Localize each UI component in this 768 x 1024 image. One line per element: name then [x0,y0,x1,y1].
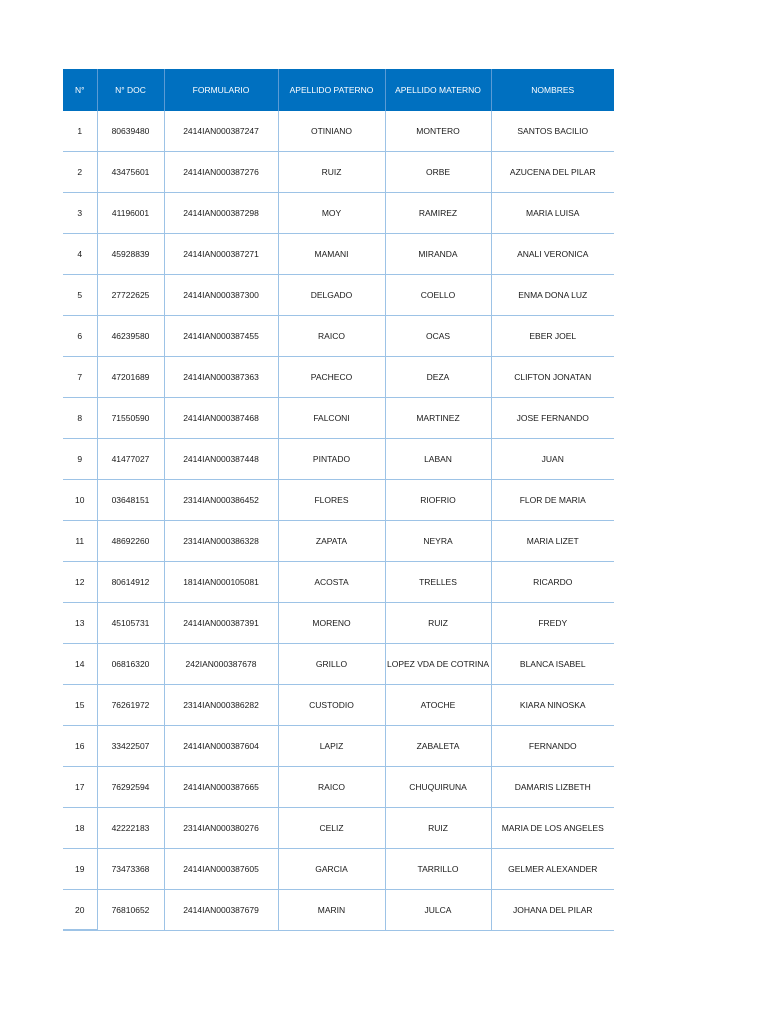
cell-doc-number: 42222183 [97,808,164,849]
table-row [63,808,614,849]
table-row [63,685,614,726]
cell-paternal-surname: CELIZ [278,808,385,849]
cell-form: 2414IAN000387247 [164,111,278,152]
cell-form: 2314IAN000386452 [164,480,278,521]
cell-paternal-surname: ACOSTA [278,562,385,603]
cell-paternal-surname: ZAPATA [278,521,385,562]
cell-number: 3 [63,193,97,234]
cell-number: 10 [63,480,97,521]
cell-form: 2414IAN000387604 [164,726,278,767]
cell-maternal-surname: RUIZ [385,808,491,849]
table-row [63,152,614,193]
cell-form: 2414IAN000387605 [164,849,278,890]
cell-paternal-surname: PACHECO [278,357,385,398]
cell-maternal-surname: MONTERO [385,111,491,152]
cell-paternal-surname: LAPIZ [278,726,385,767]
cell-maternal-surname: RUIZ [385,603,491,644]
table-row [63,193,614,234]
cell-doc-number: 71550590 [97,398,164,439]
table-row [63,890,614,931]
cell-maternal-surname: ATOCHE [385,685,491,726]
cell-number: 4 [63,234,97,275]
table-row [63,275,614,316]
cell-number: 11 [63,521,97,562]
cell-doc-number: 06816320 [97,644,164,685]
header-form: FORMULARIO [164,69,278,111]
cell-maternal-surname: MARTINEZ [385,398,491,439]
cell-doc-number: 43475601 [97,152,164,193]
cell-maternal-surname: DEZA [385,357,491,398]
cell-number: 5 [63,275,97,316]
table-row [63,234,614,275]
table-body [63,111,614,931]
cell-doc-number: 27722625 [97,275,164,316]
cell-names: BLANCA ISABEL [491,644,614,685]
cell-names: JOHANA DEL PILAR [491,890,614,931]
cell-form: 2314IAN000380276 [164,808,278,849]
cell-names: MARIA DE LOS ANGELES [491,808,614,849]
cell-number: 14 [63,644,97,685]
cell-doc-number: 76292594 [97,767,164,808]
table-row [63,644,614,685]
cell-paternal-surname: PINTADO [278,439,385,480]
table-row [63,398,614,439]
cell-doc-number: 33422507 [97,726,164,767]
participants-table [63,69,614,931]
cell-names: FLOR DE MARIA [491,480,614,521]
cell-maternal-surname: LABAN [385,439,491,480]
table-header-row [63,69,614,111]
header-names: NOMBRES [491,69,614,111]
cell-doc-number: 76810652 [97,890,164,931]
cell-paternal-surname: MORENO [278,603,385,644]
cell-maternal-surname: RIOFRIO [385,480,491,521]
table-row [63,316,614,357]
cell-maternal-surname: CHUQUIRUNA [385,767,491,808]
cell-paternal-surname: OTINIANO [278,111,385,152]
cell-paternal-surname: RUIZ [278,152,385,193]
cell-paternal-surname: MARIN [278,890,385,931]
table-row [63,111,614,152]
cell-doc-number: 41196001 [97,193,164,234]
header-paternal-surname: APELLIDO PATERNO [278,69,385,111]
cell-number: 8 [63,398,97,439]
cell-number: 2 [63,152,97,193]
cell-names: AZUCENA DEL PILAR [491,152,614,193]
cell-paternal-surname: MOY [278,193,385,234]
cell-maternal-surname: OCAS [385,316,491,357]
table-edge [63,925,98,930]
cell-number: 20 [63,890,97,931]
cell-doc-number: 46239580 [97,316,164,357]
cell-doc-number: 48692260 [97,521,164,562]
cell-names: FERNANDO [491,726,614,767]
cell-maternal-surname: TRELLES [385,562,491,603]
table-row [63,439,614,480]
cell-form: 2414IAN000387665 [164,767,278,808]
cell-paternal-surname: GRILLO [278,644,385,685]
cell-maternal-surname: COELLO [385,275,491,316]
cell-form: 2414IAN000387679 [164,890,278,931]
cell-names: DAMARIS LIZBETH [491,767,614,808]
cell-form: 2414IAN000387276 [164,152,278,193]
cell-names: CLIFTON JONATAN [491,357,614,398]
header-number: N° [63,69,97,111]
cell-maternal-surname: MIRANDA [385,234,491,275]
cell-names: ANALI VERONICA [491,234,614,275]
table-row [63,767,614,808]
cell-number: 13 [63,603,97,644]
cell-number: 7 [63,357,97,398]
table-row [63,562,614,603]
cell-maternal-surname: TARRILLO [385,849,491,890]
cell-names: MARIA LIZET [491,521,614,562]
cell-names: KIARA NINOSKA [491,685,614,726]
cell-form: 2414IAN000387455 [164,316,278,357]
cell-form: 2414IAN000387468 [164,398,278,439]
cell-form: 2414IAN000387448 [164,439,278,480]
cell-form: 1814IAN000105081 [164,562,278,603]
table-row [63,726,614,767]
cell-form: 2414IAN000387271 [164,234,278,275]
cell-doc-number: 80639480 [97,111,164,152]
table-row [63,480,614,521]
cell-names: SANTOS BACILIO [491,111,614,152]
table-row [63,521,614,562]
cell-names: MARIA LUISA [491,193,614,234]
cell-maternal-surname: RAMIREZ [385,193,491,234]
cell-maternal-surname: NEYRA [385,521,491,562]
cell-doc-number: 80614912 [97,562,164,603]
table-row [63,357,614,398]
cell-form: 2414IAN000387363 [164,357,278,398]
cell-names: ENMA DONA LUZ [491,275,614,316]
cell-form: 2414IAN000387391 [164,603,278,644]
cell-number: 1 [63,111,97,152]
cell-paternal-surname: RAICO [278,316,385,357]
cell-number: 12 [63,562,97,603]
cell-doc-number: 76261972 [97,685,164,726]
cell-paternal-surname: CUSTODIO [278,685,385,726]
cell-number: 15 [63,685,97,726]
cell-paternal-surname: MAMANI [278,234,385,275]
cell-number: 18 [63,808,97,849]
cell-doc-number: 73473368 [97,849,164,890]
cell-maternal-surname: JULCA [385,890,491,931]
cell-paternal-surname: FLORES [278,480,385,521]
cell-number: 9 [63,439,97,480]
cell-form: 242IAN000387678 [164,644,278,685]
cell-paternal-surname: FALCONI [278,398,385,439]
cell-doc-number: 45105731 [97,603,164,644]
cell-names: RICARDO [491,562,614,603]
cell-maternal-surname: ORBE [385,152,491,193]
cell-doc-number: 41477027 [97,439,164,480]
cell-paternal-surname: RAICO [278,767,385,808]
cell-number: 19 [63,849,97,890]
table-row [63,603,614,644]
cell-doc-number: 03648151 [97,480,164,521]
cell-form: 2414IAN000387298 [164,193,278,234]
cell-names: JOSE FERNANDO [491,398,614,439]
cell-paternal-surname: GARCIA [278,849,385,890]
cell-maternal-surname: ZABALETA [385,726,491,767]
cell-form: 2314IAN000386328 [164,521,278,562]
cell-names: GELMER ALEXANDER [491,849,614,890]
cell-number: 17 [63,767,97,808]
cell-number: 6 [63,316,97,357]
cell-form: 2414IAN000387300 [164,275,278,316]
cell-doc-number: 47201689 [97,357,164,398]
cell-names: EBER JOEL [491,316,614,357]
cell-names: FREDY [491,603,614,644]
cell-paternal-surname: DELGADO [278,275,385,316]
table-row [63,849,614,890]
cell-form: 2314IAN000386282 [164,685,278,726]
cell-maternal-surname: LOPEZ VDA DE COTRINA [385,644,491,685]
header-maternal-surname: APELLIDO MATERNO [385,69,491,111]
cell-doc-number: 45928839 [97,234,164,275]
header-doc-number: N° DOC [97,69,164,111]
cell-number: 16 [63,726,97,767]
cell-names: JUAN [491,439,614,480]
